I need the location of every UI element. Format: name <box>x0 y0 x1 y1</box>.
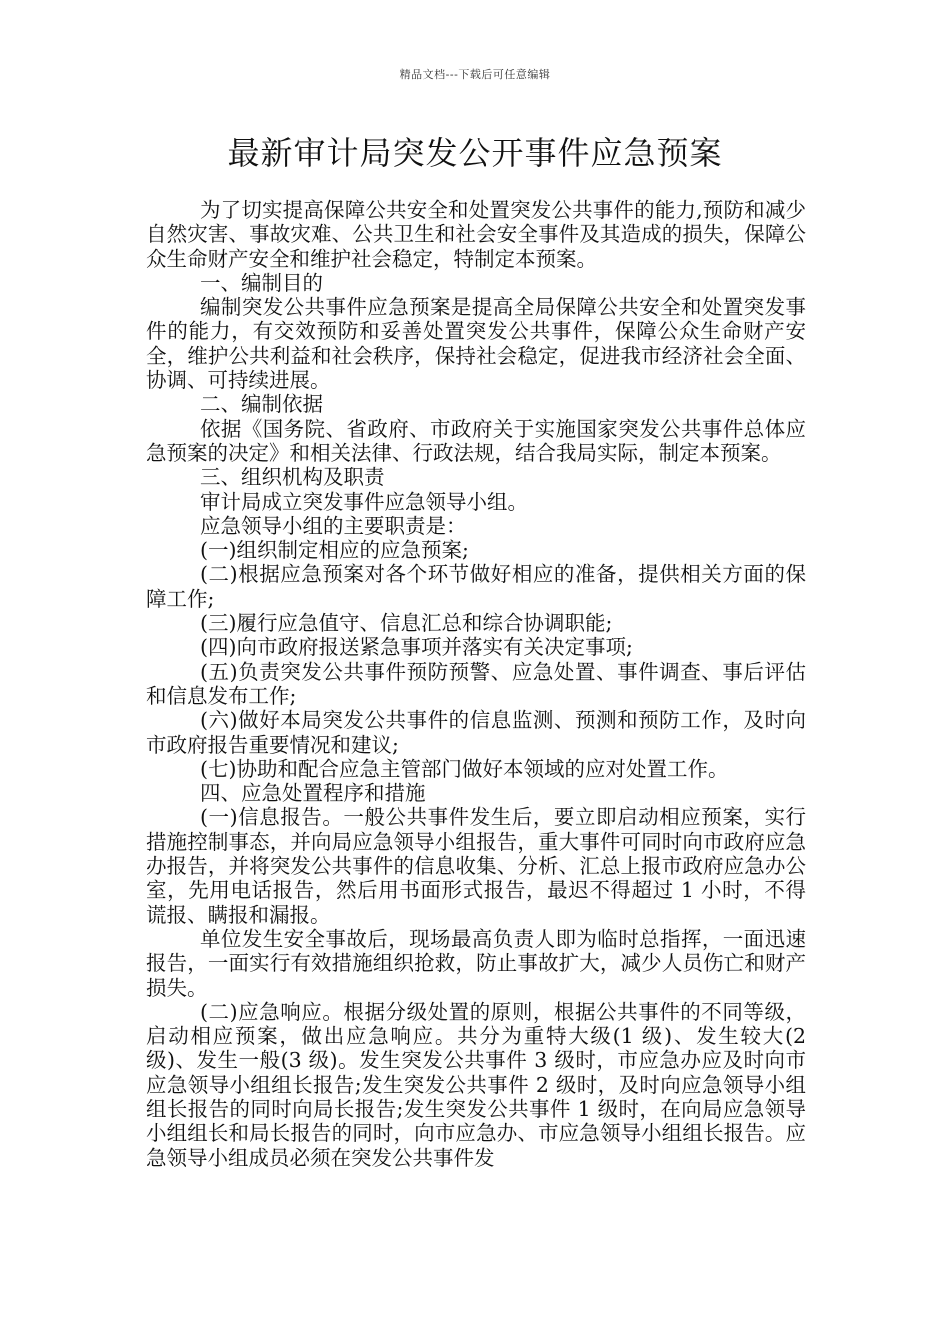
paragraph-info-report: (一)信息报告。一般公共事件发生后，要立即启动相应预案，实行措施控制事态，并向局应急领导小组报告，重大事件可同时向市政府应急办报告，并将突发公共事件的信息收集、分析、汇总上报市政府应急办公室，先用电话报告，然后用书面形式报告，最迟不得超过 1 小时，不得谎报、瞒报和漏报。 <box>146 805 806 927</box>
section-heading-purpose: 一、编制目的 <box>200 270 323 295</box>
duty-item-7: (七)协助和配合应急主管部门做好本领域的应对处置工作。 <box>200 756 729 781</box>
duty-item-2: (二)根据应急预案对各个环节做好相应的准备，提供相关方面的保障工作; <box>146 562 806 611</box>
paragraph-duties-intro: 应急领导小组的主要职责是： <box>200 513 467 538</box>
paragraph-organization: 审计局成立突发事件应急领导小组。 <box>200 489 528 514</box>
duty-item-3: (三)履行应急值守、信息汇总和综合协调职能; <box>200 611 613 636</box>
header-note: 精品文档---下载后可任意编辑 <box>399 68 551 81</box>
duty-item-1: (一)组织制定相应的应急预案; <box>200 538 469 563</box>
paragraph-emergency-response: (二)应急响应。根据分级处置的原则，根据公共事件的不同等级，启动相应预案，做出应急响应。共分为重特大级(1 级)、发生较大(2 级)、发生一般(3 级)。发生突发公共事件 3 级时，市应急办应及时向市应急领导小组组长报告;发生突发公共事件 2 级时，及时向应急领导小组组长报告的同时向局长报告;发生突发公共事件 1 级时，在向局应急领导小组组长和局长报告的同时，向市应急办、市应急领导小组组长报告。应急领导小组成员必须在突发公共事件发 <box>146 999 806 1170</box>
paragraph-intro: 为了切实提高保障公共安全和处置突发公共事件的能力,预防和减少自然灾害、事故灾难、公共卫生和社会安全事件及其造成的损失，保障公众生命财产安全和维护社会稳定，特制定本预案。 <box>146 198 806 271</box>
duty-item-4: (四)向市政府报送紧急事项并落实有关决定事项; <box>200 635 633 660</box>
paragraph-purpose: 编制突发公共事件应急预案是提高全局保障公共安全和处置突发事件的能力，有交效预防和妥善处置突发公共事件，保障公众生命财产安全，维护公共利益和社会秩序，保持社会稳定，促进我市经济社会全面、协调、可持续进展。 <box>146 295 806 393</box>
paragraph-accident-command: 单位发生安全事故后，现场最高负责人即为临时总指挥，一面迅速报告，一面实行有效措施组织抢救，防止事故扩大，减少人员伤亡和财产损失。 <box>146 926 806 1000</box>
document-body <box>146 198 806 1170</box>
section-heading-basis: 二、编制依据 <box>200 392 323 417</box>
section-heading-organization: 三、组织机构及职责 <box>200 465 385 490</box>
document-title: 最新审计局突发公开事件应急预案 <box>227 134 723 172</box>
paragraph-basis: 依据《国务院、省政府、市政府关于实施国家突发公共事件总体应急预案的决定》和相关法律、行政法规，结合我局实际，制定本预案。 <box>146 416 806 465</box>
duty-item-5: (五)负责突发公共事件预防预警、应急处置、事件调查、事后评估和信息发布工作; <box>146 659 806 708</box>
duty-item-6: (六)做好本局突发公共事件的信息监测、预测和预防工作，及时向市政府报告重要情况和建议; <box>146 708 806 757</box>
section-heading-procedures: 四、应急处置程序和措施 <box>200 781 426 806</box>
